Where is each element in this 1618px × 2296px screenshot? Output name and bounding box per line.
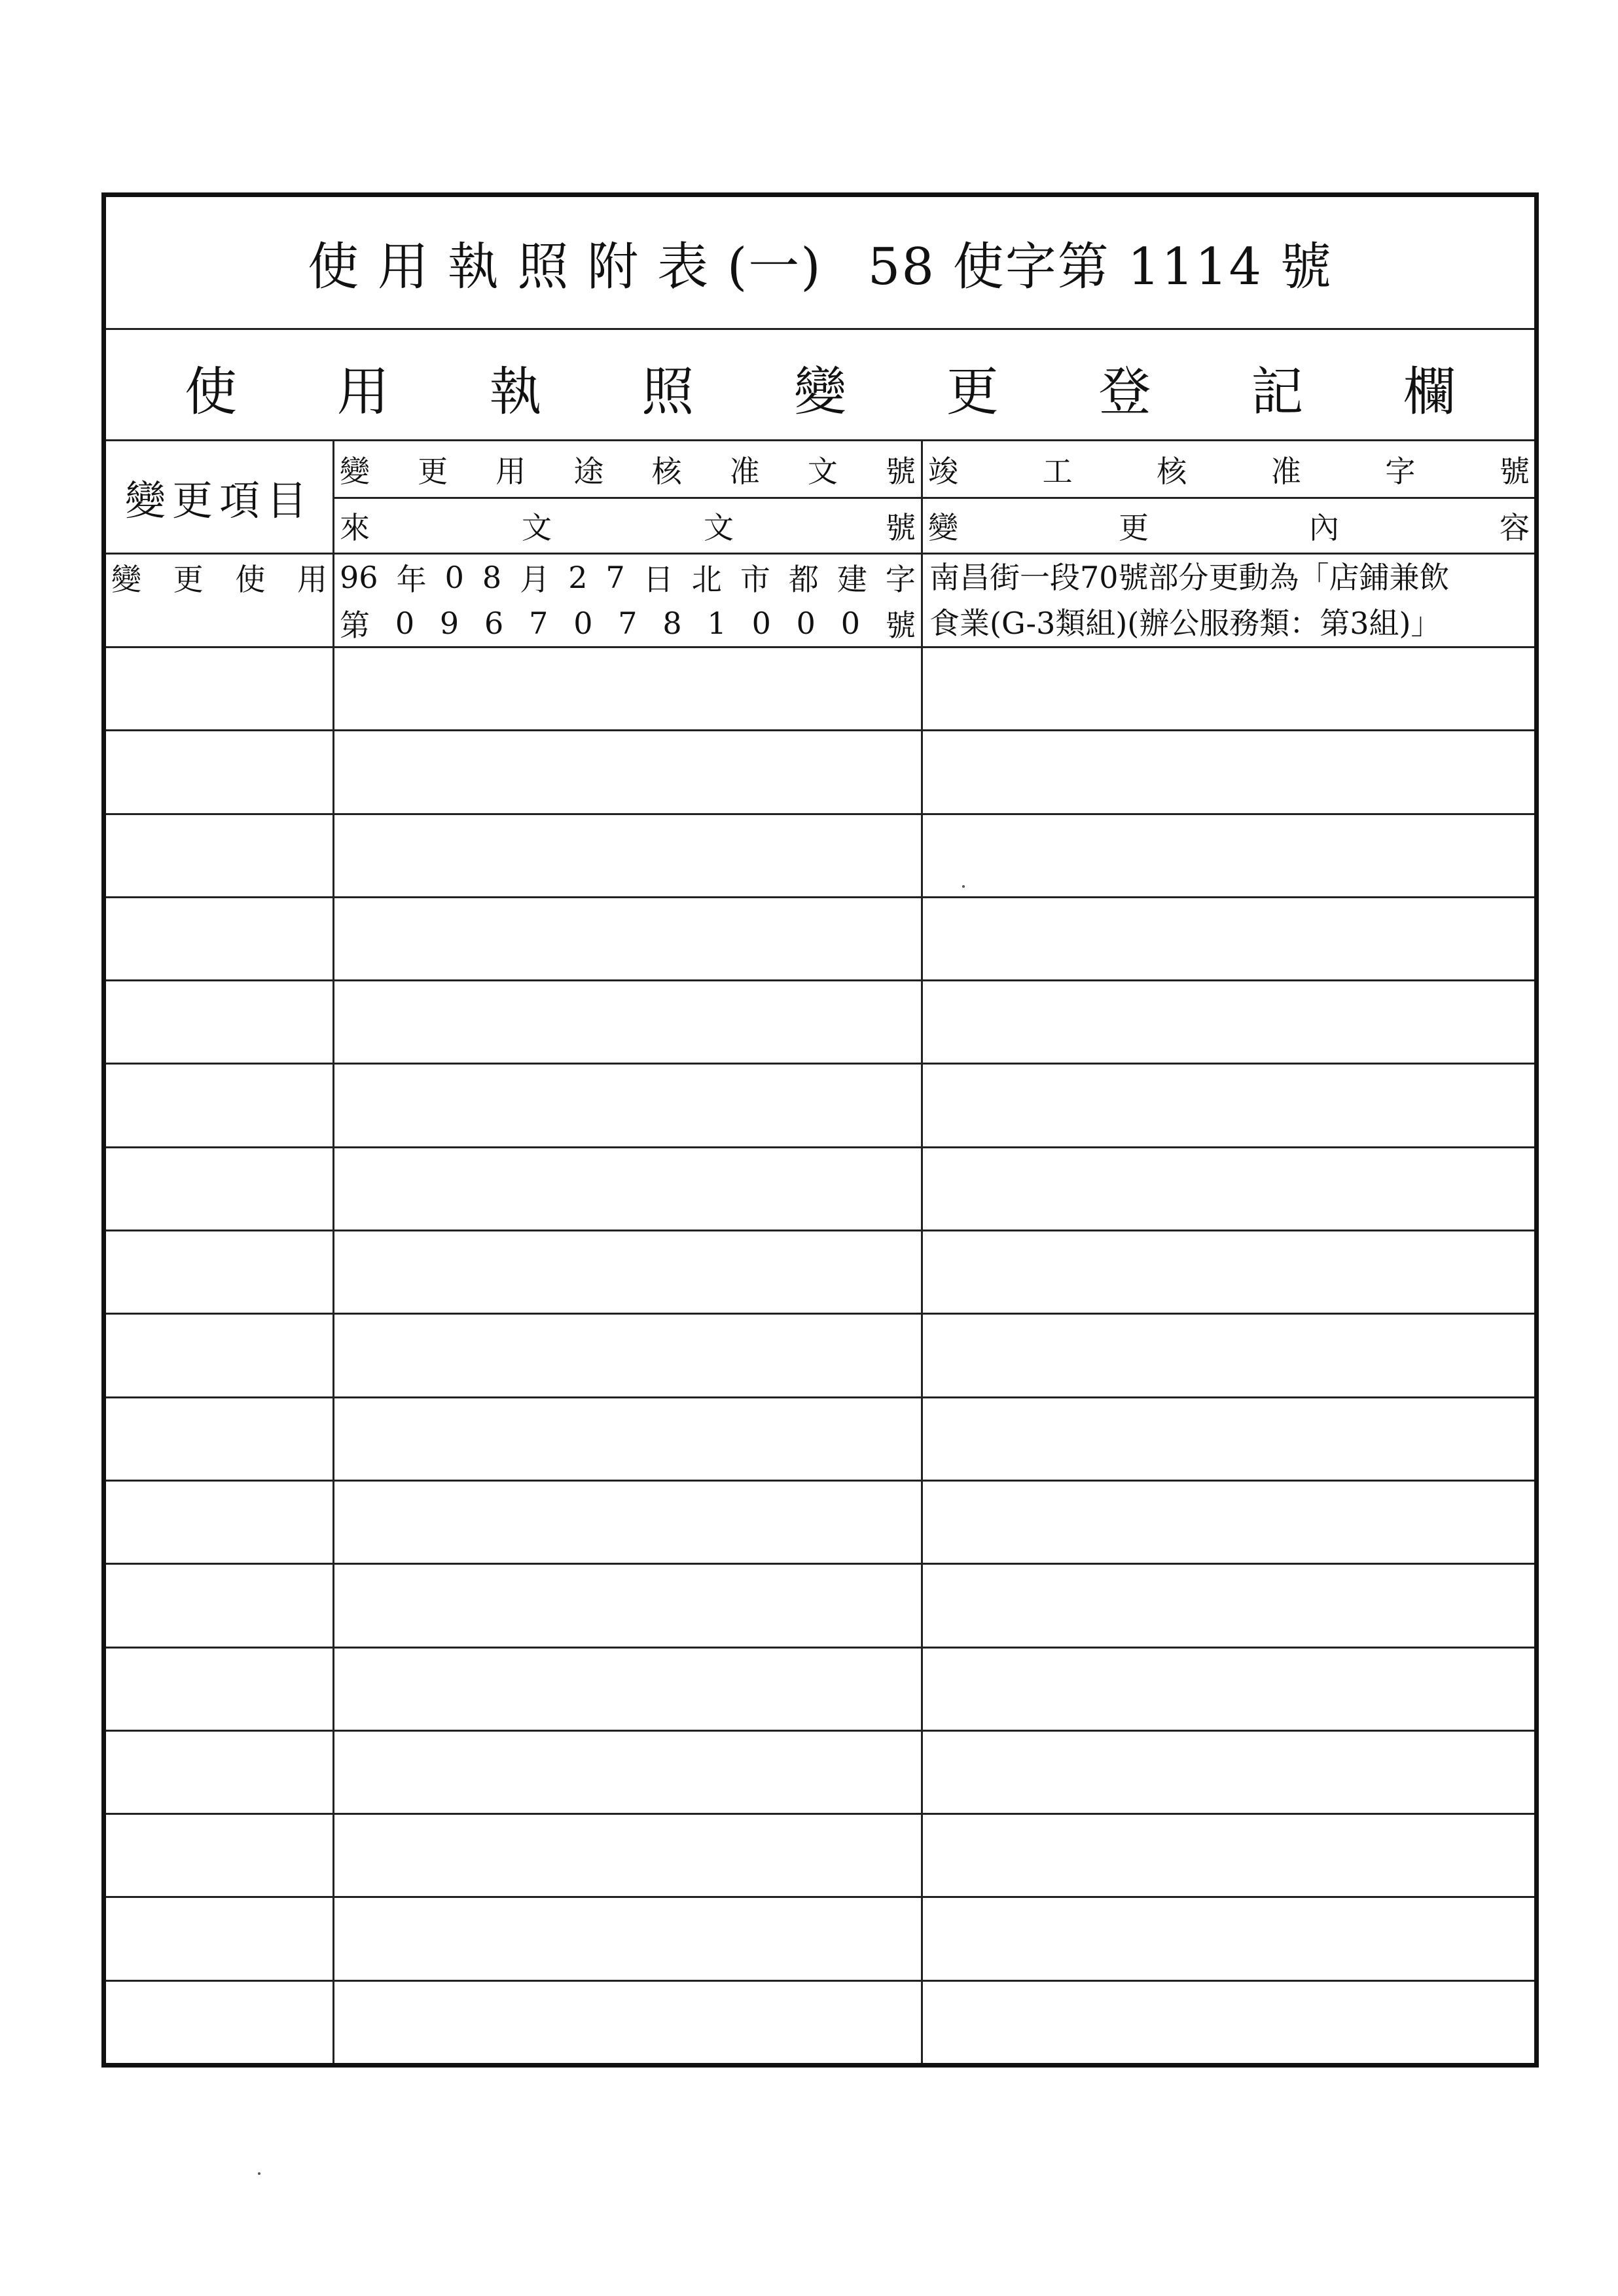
column-divider: [921, 439, 923, 2063]
entry-doc-line-2: [334, 600, 921, 646]
entry-char: 0: [796, 606, 816, 641]
header-char: 竣: [928, 453, 958, 489]
entry-char: 北: [691, 562, 722, 597]
header-completion-no: [923, 441, 1535, 497]
entry-char: 年: [396, 562, 427, 597]
entry-char: 8: [482, 560, 502, 595]
content-line-2: 食業(G-3類組)(辦公服務類：第3組)」: [929, 606, 1441, 641]
entry-char: 8: [662, 606, 682, 641]
row-divider: [106, 896, 1534, 898]
row-divider: [106, 1146, 1534, 1148]
row-divider: [106, 646, 1534, 648]
header-char: 內: [1309, 510, 1339, 545]
entry-char: 使: [235, 562, 266, 597]
entry-char: 第: [340, 608, 370, 643]
header-char: 變: [928, 510, 958, 545]
entry-char: 0: [444, 560, 464, 595]
heading-char: 欄: [1403, 361, 1456, 422]
header-char: 准: [729, 453, 760, 489]
entry-char: 0: [751, 606, 771, 641]
row-divider: [106, 1647, 1534, 1649]
row-divider: [106, 729, 1534, 731]
header-change-content: [923, 499, 1535, 553]
entry-char: 號: [885, 608, 916, 643]
row-divider: [106, 813, 1534, 815]
entry-char: 用: [297, 562, 327, 597]
document-title: [106, 197, 1534, 328]
header-char: 號: [1499, 453, 1530, 489]
header-char: 文: [522, 510, 552, 545]
heading-char: 記: [1251, 361, 1304, 422]
entry-char: 0: [395, 606, 415, 641]
row-divider: [106, 1980, 1534, 1982]
header-char: 准: [1270, 453, 1301, 489]
row-divider: [106, 1063, 1534, 1065]
entry-char: 6: [484, 606, 504, 641]
entry-char: 月: [520, 562, 550, 597]
row-divider: [106, 1563, 1534, 1565]
row-divider: [106, 979, 1534, 981]
header-char: 用: [495, 453, 526, 489]
header-char: 文: [807, 453, 838, 489]
entry-char: 都: [788, 562, 819, 597]
column-divider: [333, 439, 334, 2063]
heading-char: 用: [336, 361, 389, 422]
entry-char: 日: [643, 562, 674, 597]
heading-char: 更: [946, 361, 999, 422]
entry-char: 0: [840, 606, 861, 641]
license-number: 58 使字第 1114 號: [867, 238, 1333, 297]
divider: [106, 328, 1534, 330]
row-divider: [106, 1896, 1534, 1898]
header-char: 字: [1385, 453, 1416, 489]
header-char: 文: [704, 510, 734, 545]
row-divider: [106, 1313, 1534, 1315]
entry-char: 2: [568, 560, 588, 595]
entry-doc-line-1: [334, 555, 921, 600]
row-divider: [106, 1230, 1534, 1231]
heading-char: 變: [794, 361, 846, 422]
entry-char: 7: [605, 560, 625, 595]
entry-char: 1: [707, 606, 727, 641]
header-char: 途: [573, 453, 604, 489]
divider: [333, 497, 1534, 499]
entry-char: 7: [529, 606, 548, 641]
row-divider: [106, 1813, 1534, 1815]
license-attachment-table: [101, 192, 1539, 2068]
scan-speck: [258, 2172, 261, 2175]
heading-char: 使: [185, 361, 237, 422]
entry-char: 96: [340, 560, 378, 595]
heading-char: 登: [1098, 361, 1151, 422]
header-char: 工: [1042, 453, 1073, 489]
row-divider: [106, 1396, 1534, 1398]
entry-char: 變: [111, 562, 141, 597]
header-char: 核: [651, 453, 682, 489]
header-char: 更: [418, 453, 448, 489]
header-incoming-doc-no: [334, 499, 921, 553]
section-heading: [185, 335, 1456, 439]
heading-char: 照: [641, 361, 694, 422]
heading-char: 執: [489, 361, 542, 422]
row-divider: [106, 1730, 1534, 1732]
header-approval-doc-no: [334, 441, 921, 497]
entry-char: 0: [573, 606, 593, 641]
header-char: 來: [340, 510, 370, 545]
entry-change-content: [929, 555, 1532, 646]
header-char: 核: [1157, 453, 1187, 489]
entry-char: 建: [836, 562, 867, 597]
header-char: 變: [340, 453, 370, 489]
header-char: 號: [885, 453, 916, 489]
entry-char: 9: [439, 606, 459, 641]
header-change-item: 變更項目: [124, 476, 314, 524]
header-char: 號: [886, 510, 916, 545]
entry-char: 市: [740, 562, 770, 597]
entry-char: 7: [618, 606, 638, 641]
title-main: 使 用 執 照 附 表 (一): [308, 238, 822, 297]
entry-change-item: [106, 555, 333, 600]
entry-char: 字: [885, 562, 916, 597]
row-divider: [106, 1480, 1534, 1482]
header-char: 更: [1119, 510, 1149, 545]
scan-speck: [962, 885, 965, 888]
header-char: 容: [1500, 510, 1530, 545]
content-line-1: 南昌街一段70號部分更動為「店鋪兼飲: [929, 560, 1450, 595]
entry-char: 更: [173, 562, 204, 597]
